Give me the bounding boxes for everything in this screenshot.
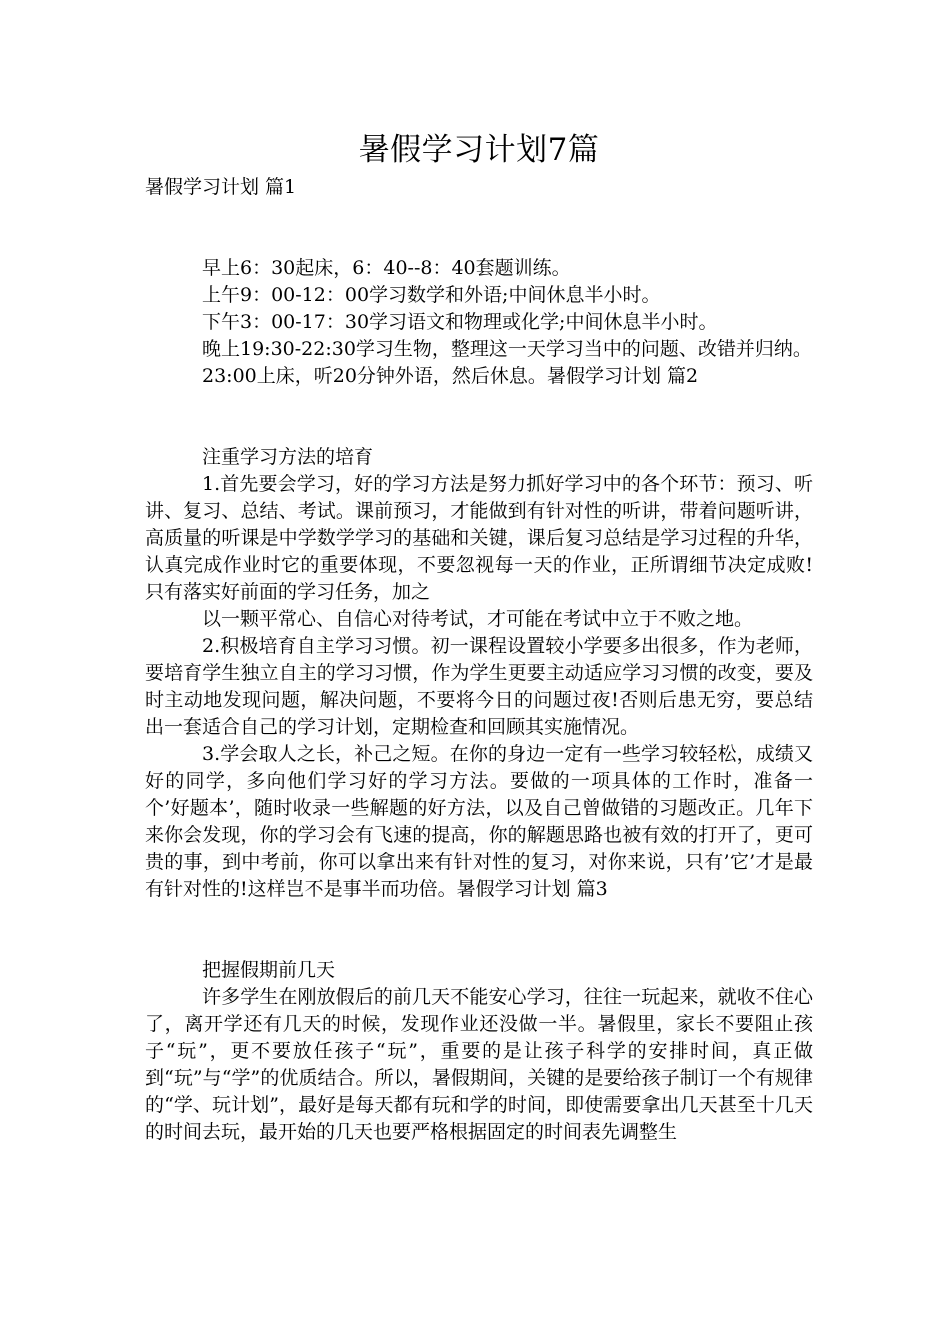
document-title: 暑假学习计划7篇 <box>358 132 600 168</box>
paragraph-exam-mindset: 以一颗平常心、自信心对待考试，才可能在考试中立于不败之地。 <box>202 608 754 630</box>
paragraph-first-days: 许多学生在刚放假后的前几天不能安心学习，往往一玩起来，就收不住心了，离开学还有几天的时候，发现作业还没做一半。暑假里，家长不要阻止孩子“玩”，更不要放任孩子“玩”，重要的是让孩子科学的安排时间，真正做到“玩”与“学”的优质结合。所以，暑假期间，关键的是要给孩子制订一个有规律的“学、玩计划”，最好是每天都有玩和学的时间，即使需要拿出几天甚至十几天的时间去玩，最开始的几天也要严格根据固定的时间表先调整生 <box>145 986 813 1143</box>
section-heading-2: 暑假学习计划 篇2 <box>546 365 699 387</box>
section-gap <box>145 201 813 255</box>
paragraph-self-study: 2.积极培育自主学习习惯。初一课程设置较小学要多出很多，作为老师，要培育学生独立自主的学习习惯，作为学生更要主动适应学习习惯的改变，要及时主动地发现问题，解决问题，不要将今日的问题过夜!否则后患无穷，要总结出一套适合自己的学习计划，定期检查和回顾其实施情况。 <box>145 635 813 738</box>
schedule-line-night-text: 23:00上床，听20分钟外语，然后休息。 <box>202 365 547 387</box>
schedule-line-afternoon: 下午3：00-17：30学习语文和物理或化学;中间休息半小时。 <box>202 311 718 333</box>
schedule-line-morning: 早上6：30起床，6：40--8：40套题训练。 <box>202 257 571 279</box>
schedule-line-forenoon: 上午9：00-12：00学习数学和外语;中间休息半小时。 <box>202 284 661 306</box>
schedule-line-evening: 晚上19:30-22:30学习生物，整理这一天学习当中的问题、改错并归纳。 <box>202 338 812 360</box>
section-heading-1: 暑假学习计划 篇1 <box>145 176 297 198</box>
section-gap <box>145 390 813 444</box>
schedule-line-night <box>145 363 813 390</box>
paragraph-learn-method: 1.首先要会学习，好的学习方法是努力抓好学习中的各个环节：预习、听讲、复习、总结、考试。课前预习，才能做到有针对性的听讲，带着问题听讲，高质量的听课是中学数学学习的基础和关键，课后复习总结是学习过程的升华，认真完成作业时它的重要体现，不要忽视每一天的作业，正所谓细节决定成败!只有落实好前面的学习任务，加之 <box>145 473 813 603</box>
paragraph-learn-from-others-text: 3.学会取人之长，补己之短。在你的身边一定有一些学习较轻松，成绩又好的同学，多向他们学习好的学习方法。要做的一项具体的工作时，准备一个’好题本’，随时收录一些解题的好方法，以及自己曾做错的习题改正。几年下来你会发现，你的学习会有飞速的提高，你的解题思路也被有效的打开了，更可贵的事，到中考前，你可以拿出来有针对性的复习，对你来说，只有’它’才是最有针对性的!这样岂不是事半而功倍。 <box>145 743 813 900</box>
section-subheading-methods: 注重学习方法的培育 <box>202 446 374 468</box>
paragraph-learn-from-others <box>145 741 813 903</box>
section-heading-3: 暑假学习计划 篇3 <box>456 878 608 900</box>
section-subheading-first-days: 把握假期前几天 <box>202 959 336 981</box>
section-gap <box>145 903 813 957</box>
document-page <box>145 126 813 1146</box>
